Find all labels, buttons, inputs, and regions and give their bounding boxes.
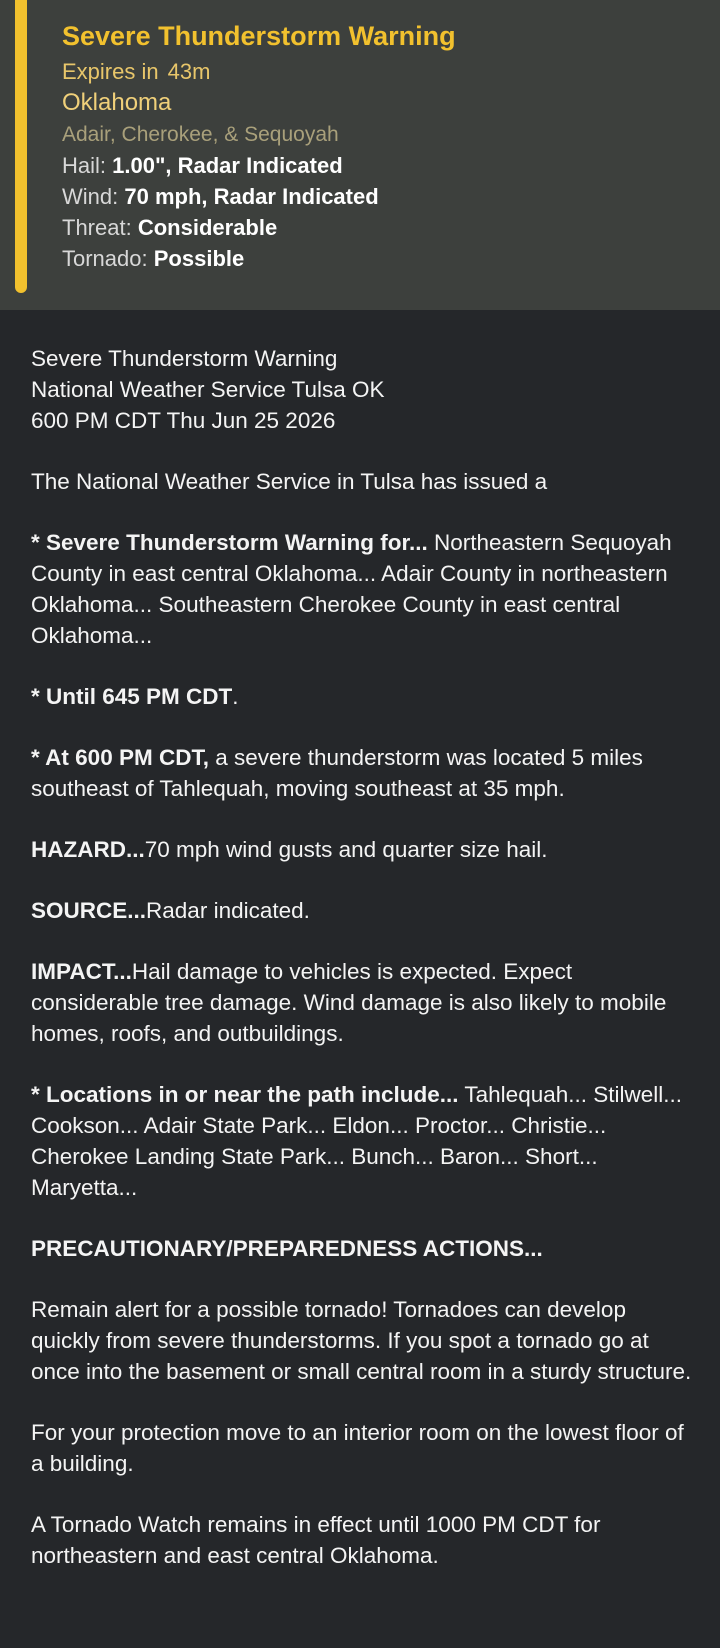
bulletin-source [31,895,696,926]
until-text: . [232,684,239,709]
bulletin-warning-for [31,527,696,651]
bulletin-hazard [31,834,696,865]
action-tornado-safety: Remain alert for a possible tornado! Tornadoes can develop quickly from severe thunderstorms. If you spot a tornado go at once into the basement or small central room in a sturdy structure. [31,1297,692,1384]
hazard-text: 70 mph wind gusts and quarter size hail. [144,837,548,862]
tornado-key: Tornado: [62,246,148,271]
tornado-value: Possible [153,246,245,271]
wind-value: 70 mph, Radar Indicated [124,184,379,209]
bulletin-until [31,681,696,712]
bulletin-impact [31,956,696,1049]
wind-key: Wind: [62,184,119,209]
threat-key: Threat: [62,215,132,240]
source-lead: SOURCE... [31,898,147,923]
locations-lead: * Locations in or near the path include... [31,1082,459,1107]
at-lead: * At 600 PM CDT, [31,745,209,770]
tornado-attribute [62,243,700,274]
wind-attribute [62,181,700,212]
expires-line [62,56,700,87]
actions-heading: PRECAUTIONARY/PREPAREDNESS ACTIONS... [31,1236,543,1261]
bulletin-at [31,742,696,804]
warning-for-text: Northeastern Sequoyah County in east central Oklahoma... Adair County in northeastern Oklahoma... Southeastern Cherokee County in east central Oklahoma... [31,530,672,648]
hail-key: Hail: [62,153,107,178]
bulletin-header-time: 600 PM CDT Thu Jun 25 2026 [31,408,336,433]
alert-summary-card[interactable] [0,0,720,310]
expires-label: Expires in [62,59,159,84]
hail-attribute [62,150,700,181]
bulletin-header [31,343,696,436]
locations-text: Tahlequah... Stilwell... Cookson... Adair State Park... Eldon... Proctor... Christie... Cherokee Landing State Park... Bunch... Baron... Short... Maryetta... [31,1082,683,1200]
warning-for-lead: * Severe Thunderstorm Warning for... [31,530,428,555]
threat-value: Considerable [137,215,278,240]
bulletin-locations [31,1079,696,1203]
action-interior-room: For your protection move to an interior room on the lowest floor of a building. [31,1420,684,1476]
bulletin-header-office: National Weather Service Tulsa OK [31,377,385,402]
alert-summary-text [62,18,700,274]
bulletin-header-title: Severe Thunderstorm Warning [31,346,338,371]
at-text: a severe thunderstorm was located 5 miles southeast of Tahlequah, moving southeast at 35 mph. [31,745,643,801]
hail-value: 1.00", Radar Indicated [112,153,343,178]
threat-attribute [62,212,700,243]
source-text: Radar indicated. [146,898,310,923]
impact-lead: IMPACT... [31,959,132,984]
alert-counties: Adair, Cherokee, & Sequoyah [62,123,339,146]
severity-indicator-bar [15,0,27,293]
alert-state: Oklahoma [62,89,172,116]
impact-text: Hail damage to vehicles is expected. Expect considerable tree damage. Wind damage is also likely to mobile homes, roofs, and outbuildings. [31,959,667,1046]
bulletin-text [31,343,696,1601]
until-lead: * Until 645 PM CDT [31,684,233,709]
action-tornado-watch: A Tornado Watch remains in effect until 1000 PM CDT for northeastern and east central Oklahoma. [31,1512,601,1568]
hazard-lead: HAZARD... [31,837,145,862]
alert-title: Severe Thunderstorm Warning [62,21,456,51]
bulletin-intro: The National Weather Service in Tulsa has issued a [31,469,548,494]
expires-value: 43m [167,59,211,84]
